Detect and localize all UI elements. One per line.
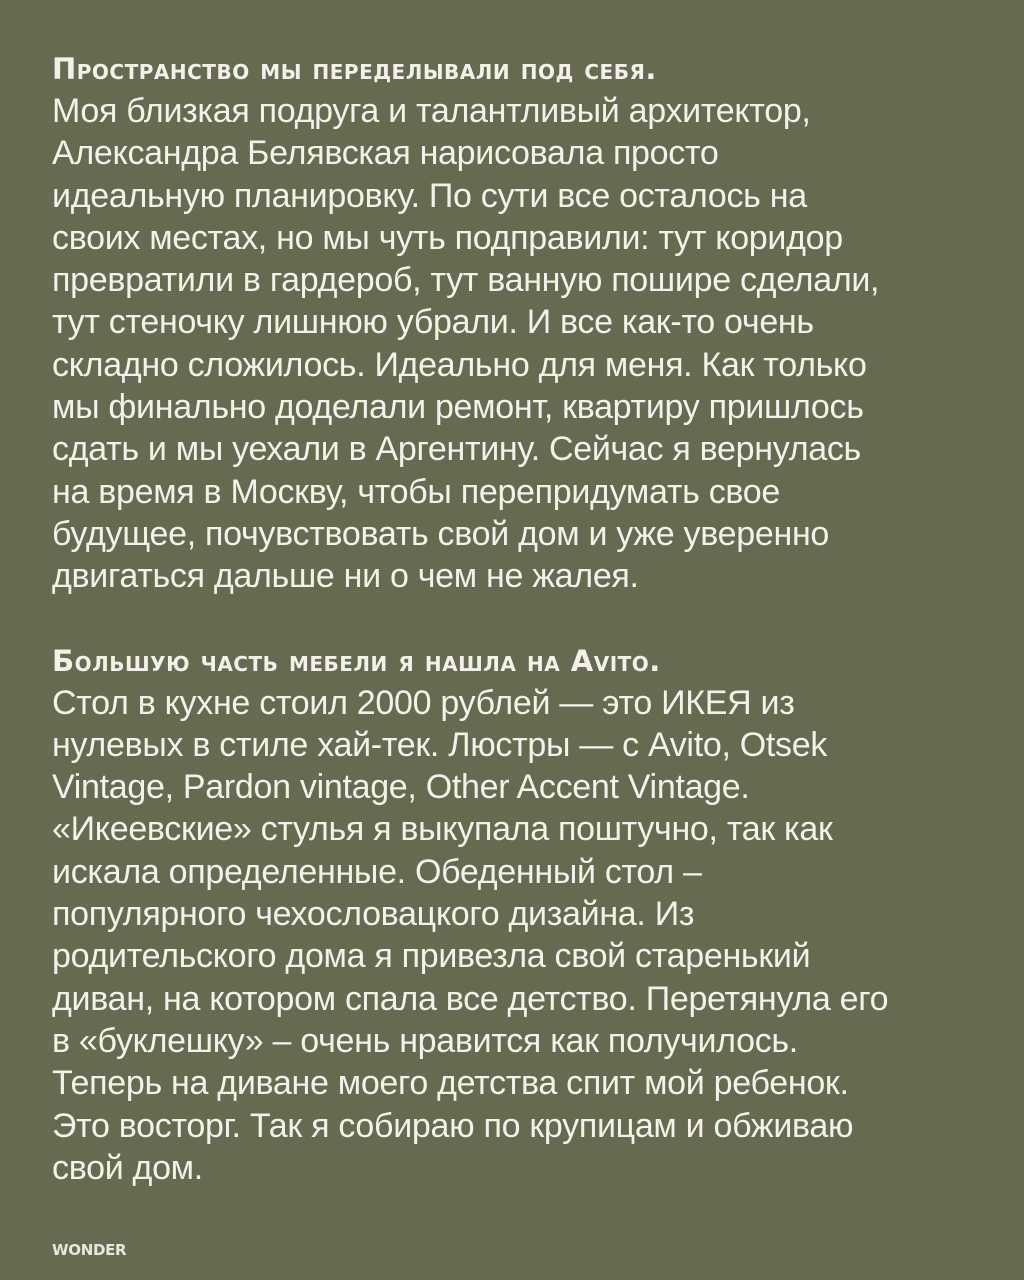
text-line: Александра Белявская нарисовала просто (52, 134, 719, 173)
text-line: Моя близкая подруга и талантливый архитектор, (52, 92, 811, 130)
text-line: сдать и мы уехали в Аргентину. Сейчас я вернулась (52, 430, 861, 469)
text-line: Стол в кухне стоил 2000 рублей — это ИКЕЯ из (52, 683, 795, 722)
text-line: нулевых в стиле хай-тек. Люстры — с Avito, Otsek (52, 725, 828, 764)
text-line: тут стеночку лишнюю убрали. И все как-то очень (52, 303, 814, 342)
text-line: популярного чехословацкого дизайна. Из (52, 895, 695, 934)
text-line: своих местах, но мы чуть подправили: тут коридор (52, 218, 843, 257)
text-line: будущее, почувствовать свой дом и уже уверенно (52, 514, 830, 553)
text-line: мы финально доделали ремонт, квартиру пришлось (52, 388, 864, 427)
text-line: Vintage, Pardon vintage, Other Accent Vintage. (52, 768, 750, 807)
text-line: Это восторг. Так я собираю по крупицам и обживаю (52, 1106, 854, 1145)
article-body (52, 48, 1002, 1189)
text-line: свой дом. (52, 1148, 203, 1187)
wonder-logo: WONDER (52, 1241, 127, 1259)
text-line: на время в Москву, чтобы перепридумать свое (52, 472, 780, 511)
text-line: превратили в гардероб, тут ванную пошире сделали, (52, 261, 880, 300)
text-line: родительского дома я привезла свой старенький (52, 937, 811, 976)
section-renovation (52, 48, 1002, 598)
text-line: в «буклешку» – очень нравится как получилось. (52, 1021, 798, 1060)
section-furniture (52, 640, 1002, 1190)
text-line: двигаться дальше ни о чем не жалея. (52, 557, 639, 596)
text-line: складно сложилось. Идеально для меня. Как только (52, 345, 867, 384)
text-line: идеальную планировку. По сути все осталось на (52, 176, 807, 215)
text-line: искала определенные. Обеденный стол – (52, 852, 702, 891)
section-heading: Пространство мы переделывали под себя. (52, 52, 657, 86)
section-heading: Большую часть мебели я нашла на Avito. (52, 643, 661, 678)
text-line: Теперь на диване моего детства спит мой ребенок. (52, 1064, 849, 1103)
text-line: «Икеевские» стулья я выкупала поштучно, так как (52, 810, 833, 849)
text-line: диван, на котором спала все детство. Перетянула его (52, 979, 889, 1018)
